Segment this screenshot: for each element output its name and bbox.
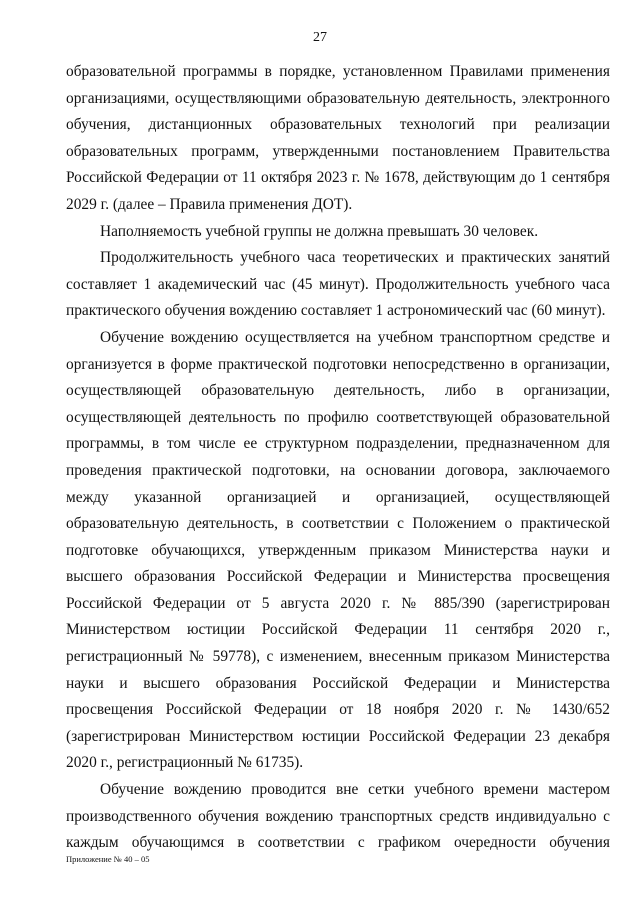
paragraph-group-size: Наполняемость учебной группы не должна превышать 30 человек. — [100, 222, 539, 240]
footer-appendix-label: Приложение № 40 – 05 — [66, 854, 150, 864]
paragraph-dot-rules: образовательной программы в порядке, установленном Правилами применения организациями, осуществляющими образовательную деятельность, электронного обучения, дистанционных образовательных технологий при реализации образовательных программ, утвержденными постановлением Правительства Российской Федерации от 11 октября 2023 г. № 1678, действующим до 1 сентября 2029 г. (далее – Правила применения ДОТ). — [66, 63, 610, 213]
paragraph-lesson-duration: Продолжительность учебного часа теоретических и практических занятий составляет 1 академический час (45 минут). Продолжительность учебного часа практического обучения вождению составляет 1 астрономический час (60 минут). — [66, 249, 610, 320]
paragraph-driving-schedule: Обучение вождению проводится вне сетки учебного времени мастером производственного обучения вождению транспортных средств индивидуально с каждым обучающимся в соответствии с графиком очередности обучения — [66, 781, 610, 852]
body-text — [66, 59, 610, 857]
page-number: 27 — [313, 30, 327, 45]
paragraph-driving-training: Обучение вождению осуществляется на учебном транспортном средстве и организуется в форме практической подготовки непосредственно в организации, осуществляющей образовательную деятельность, либо в организации, осуществляющей деятельность по профилю соответствующей образовательной программы, в том числе ее структурном подразделении, предназначенном для проведения практической подготовки, на основании договора, заключаемого между указанной организацией и организацией, осуществляющей образовательную деятельность, в соответствии с Положением о практической подготовке обучающихся, утвержденным приказом Министерства науки и высшего образования Российской Федерации и Министерства просвещения Российской Федерации от 5 августа 2020 г. № 885/390 (зарегистрирован Министерством юстиции Российской Федерации 11 сентября 2020 г., регистрационный № 59778), с изменением, внесенным приказом Министерства науки и высшего образования Российской Федерации и Министерства просвещения Российской Федерации от 18 ноября 2020 г. № 1430/652 (зарегистрирован Министерством юстиции Российской Федерации 23 декабря 2020 г., регистрационный № 61735). — [66, 328, 610, 772]
